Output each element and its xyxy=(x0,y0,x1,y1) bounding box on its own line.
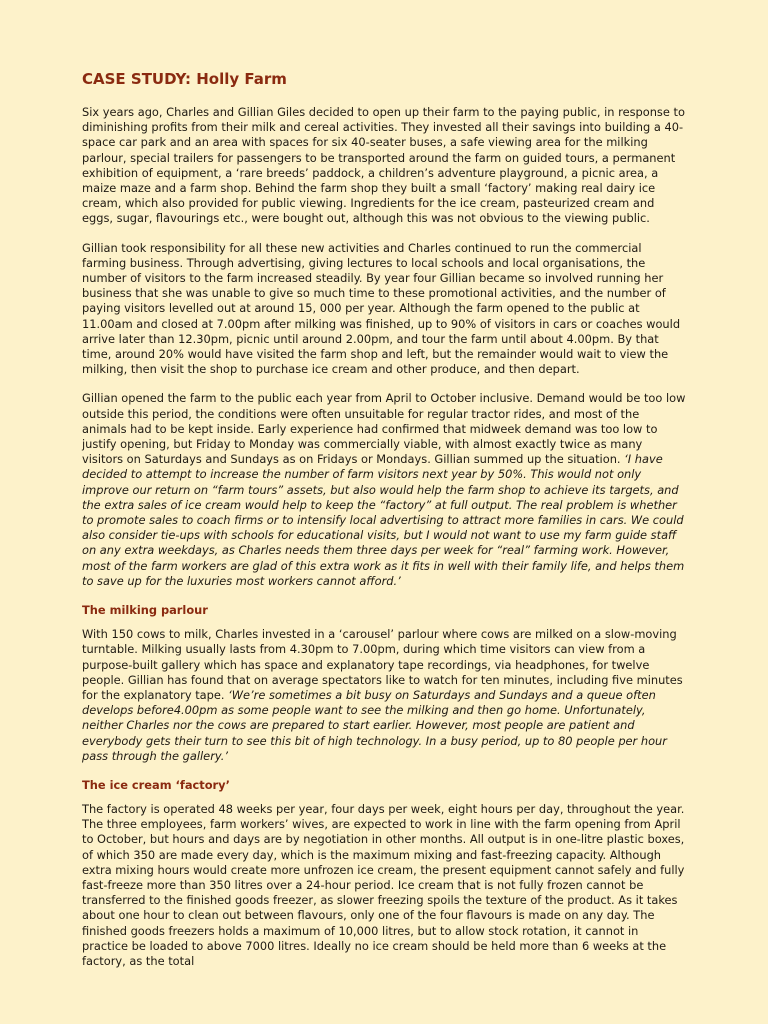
paragraph-visitors: Gillian took responsibility for all these new activities and Charles continued to run the commercial farming business. Through advertising, giving lectures to local schools and local organisations, the number of visitors to the farm increased steadily. By year four Gillian became so involved running her business that she was unable to give so much time to these promotional activities, and the number of paying visitors levelled out at around 15, 000 per year. Although the farm opened to the public at 11.00am and closed at 7.00pm after milking was finished, up to 90% of visitors in cars or coaches would arrive later than 12.30pm, picnic until around 2.00pm, and tour the farm until about 4.00pm. By that time, around 20% would have visited the farm shop and left, but the remainder would wait to view the milking, then visit the shop to purchase ice cream and other produce, and then depart. xyxy=(82,240,681,377)
paragraph-milking-text: With 150 cows to milk, Charles invested in a ‘carousel’ parlour where cows are milked on a slow-moving turntable. Milking usually lasts from 4.30pm to 7.00pm, during which time visitors can view from a purpose-built gallery which has space and explanatory tape recordings, via headphones, for twelve people. Gillian has found that on average spectators like to watch for ten minutes, including five minutes for the explanatory tape. xyxy=(82,627,683,702)
heading-ice-cream-factory: The ice cream ‘factory’ xyxy=(82,777,230,792)
paragraph-ice-cream: The factory is operated 48 weeks per year, four days per week, eight hours per day, throughout the year. The three employees, farm workers’ wives, are expected to work in line with the farm opening from April to October, but hours and days are by negotiation in other months. All output is in one-litre plastic boxes, of which 350 are made every day, which is the maximum mixing and fast-freezing capacity. Although extra mixing hours would create more unfrozen ice cream, the present equipment cannot safely and fully fast-freeze more than 350 litres over a 24-hour period. Ice cream that is not fully frozen cannot be transferred to the finished goods freezer, as slower freezing spoils the texture of the product. As it takes about one hour to clean out between flavours, only one of the four flavours is made on any day. The finished goods freezers holds a maximum of 10,000 litres, but to allow stock rotation, it cannot in practice be loaded to above 7000 litres. Ideally no ice cream should be held more than 6 weeks at the factory, as the total xyxy=(82,801,685,968)
milking-quote: ‘We’re sometimes a bit busy on Saturdays and Sundays and a queue often develops before4.00pm as some people want to see the milking and then go home. Unfortunately, neither Charles nor the cows are prepared to start earlier. However, most people are patient and everybody gets their turn to see this bit of high technology. In a busy period, up to 80 people per hour pass through the gallery.’ xyxy=(82,687,667,763)
document-title: CASE STUDY: Holly Farm xyxy=(82,70,287,88)
paragraph-demand-text: Gillian opened the farm to the public each year from April to October inclusive. Demand would be too low outside this period, the conditions were often unsuitable for regular tractor rides, and most of the animals had to be kept inside. Early experience had confirmed that midweek demand was too low to justify opening, but Friday to Monday was commercially viable, with almost exactly twice as many visitors on Saturdays and Sundays as on Fridays or Mondays. Gillian summed up the situation. xyxy=(82,391,686,467)
gillian-quote: ‘I have decided to attempt to increase the number of farm visitors next year by 50%. This would not only improve our return on “farm tours” assets, but also would help the farm shop to achieve its targets, and the extra sales of ice cream would help to keep the “factory” at full output. The real problem is whether to promote sales to coach firms or to intensify local advertising to attract more families in cars. We could also consider tie-ups with schools for educational visits, but I would not want to use my farm guide staff on any extra weekdays, as Charles needs them three days per week for “real” farming work. However, most of the farm workers are glad of this extra work as it fits in well with their family life, and helps them to save up for the luxuries most workers cannot afford.’ xyxy=(82,452,685,588)
heading-milking-parlour: The milking parlour xyxy=(82,603,208,618)
paragraph-milking xyxy=(82,627,686,764)
paragraph-intro: Six years ago, Charles and Gillian Giles decided to open up their farm to the paying public, in response to diminishing profits from their milk and cereal activities. They invested all their savings into building a 40-space car park and an area with spaces for six 40-seater buses, a safe viewing area for the milking parlour, special trailers for passengers to be transported around the farm on guided tours, a permanent exhibition of equipment, a ‘rare breeds’ paddock, a children’s adventure playground, a picnic area, a maize maze and a farm shop. Behind the farm shop they built a small ‘factory’ making real dairy ice cream, which also provided for public viewing. Ingredients for the ice cream, pasteurized cream and eggs, sugar, flavourings etc., were bought out, although this was not obvious to the viewing public. xyxy=(82,105,685,226)
paragraph-demand xyxy=(82,391,686,589)
